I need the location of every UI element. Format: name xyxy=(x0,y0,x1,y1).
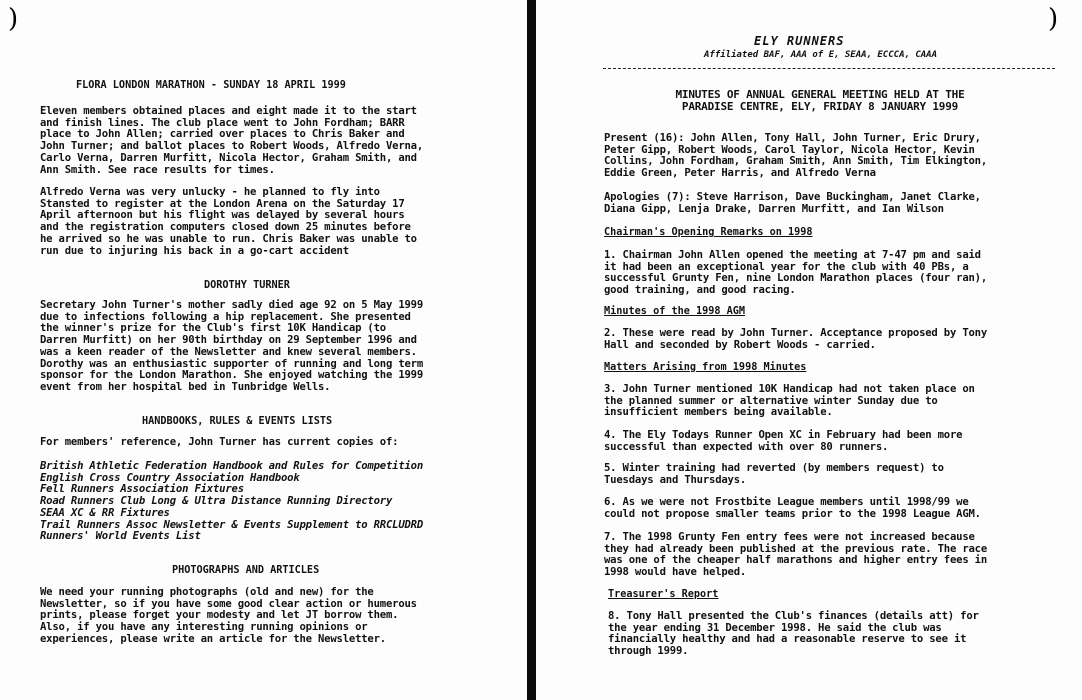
minute-item-1: 1. Chairman John Allen opened the meeting at 7-47 pm and said it had been an exceptional year for the club with 40 PBs, a successful Grunty Fen, nine London Marathon places (four ran), good training, and good racing. xyxy=(604,249,988,297)
minute-item-5: 5. Winter training had reverted (by members request) to Tuesdays and Thursdays. xyxy=(604,462,944,486)
club-name: ELY RUNNERS xyxy=(754,34,845,48)
minute-item-6: 6. As we were not Frostbite League members until 1998/99 we could not propose smaller teams prior to the 1998 League AGM. xyxy=(604,496,981,520)
dorothy-turner-paragraph: Secretary John Turner's mother sadly died age 92 on 5 May 1999 due to infections following a hip replacement. She presented the winner's prize for the Club's first 10K Handicap (to Darren Murfitt) on her 90th birthday on 29 September 1996 and was a keen reader of the Newsletter and knew several members. Dorothy was an enthusiastic supporter of running and long term sponsor for the London Marathon. She enjoyed watching the 1999 event from her hospital bed in Tunbridge Wells. xyxy=(40,299,424,393)
present-list: Present (16): John Allen, Tony Hall, John Turner, Eric Drury, Peter Gipp, Robert Woods, Carol Taylor, Nicola Hector, Kevin Collins, John Fordham, Graham Smith, Ann Smith, Tim Elkington, Eddie Green, Peter Harris, and Alfredo Verna xyxy=(604,132,988,180)
minutes-title: MINUTES OF ANNUAL GENERAL MEETING HELD AT THE PARADISE CENTRE, ELY, FRIDAY 8 JANUARY 1999 xyxy=(675,88,965,113)
apologies-list: Apologies (7): Steve Harrison, Dave Buckingham, Janet Clarke, Diana Gipp, Lenja Drake, Darren Murfitt, and Ian Wilson xyxy=(604,191,981,215)
photographs-paragraph: We need your running photographs (old and new) for the Newsletter, so if you have some good clear action or humerous prints, please forget your modesty and let JT borrow them. Also, if you have any interesting running opinions or experiences, please write an article for the Newsletter. xyxy=(40,586,417,645)
marathon-heading: FLORA LONDON MARATHON - SUNDAY 18 APRIL 1999 xyxy=(76,80,346,91)
matters-arising-heading: Matters Arising from 1998 Minutes xyxy=(604,362,807,373)
marathon-paragraph: Eleven members obtained places and eight made it to the start and finish lines. The club place went to John Fordham; BARR place to John Allen; carried over places to Chris Baker and John Turner; and ballot places to Robert Woods, Alfredo Verna, Carlo Verna, Darren Murfitt, Nicola Hector, Graham Smith, and Ann Smith. See race results for times. xyxy=(40,105,424,176)
photographs-heading: PHOTOGRAPHS AND ARTICLES xyxy=(172,565,320,576)
chairman-heading: Chairman's Opening Remarks on 1998 xyxy=(604,227,813,238)
header-divider xyxy=(603,68,1055,69)
dorothy-turner-heading: DOROTHY TURNER xyxy=(204,280,290,291)
right-page-bracket: ) xyxy=(1048,4,1059,34)
affiliation-line: Affiliated BAF, AAA of E, SEAA, ECCCA, CAAA xyxy=(704,50,937,60)
page-gutter xyxy=(527,0,536,700)
minute-item-2: 2. These were read by John Turner. Acceptance proposed by Tony Hall and seconded by Robert Woods - carried. xyxy=(604,327,988,351)
handbooks-intro: For members' reference, John Turner has current copies of: xyxy=(40,436,399,448)
minutes-heading: Minutes of the 1998 AGM xyxy=(604,306,746,317)
minute-item-4: 4. The Ely Todays Runner Open XC in February had been more successful than expected with over 80 runners. xyxy=(604,429,963,453)
minute-item-7: 7. The 1998 Grunty Fen entry fees were not increased because they had already been published at the previous rate. The race was one of the cheaper half marathons and higher entry fees in 1998 would have helped. xyxy=(604,531,988,579)
handbooks-heading: HANDBOOKS, RULES & EVENTS LISTS xyxy=(142,416,333,427)
handbooks-list: British Athletic Federation Handbook and Rules for Competition English Cross Country Association Handbook Fell Runners Association Fixtures Road Runners Club Long & Ultra Distance Running Directory SEAA XC & RR Fixtures Trail Runners Assoc Newsletter & Events Supplement to RRCLUDRD Runners' World Events List xyxy=(40,460,424,543)
minute-item-3: 3. John Turner mentioned 10K Handicap had not taken place on the planned summer or alternative winter Sunday due to insufficient members being available. xyxy=(604,383,975,419)
left-page-bracket: ) xyxy=(8,4,19,34)
treasurer-heading: Treasurer's Report xyxy=(608,589,719,600)
verna-paragraph: Alfredo Verna was very unlucky - he planned to fly into Stansted to register at the London Arena on the Saturday 17 April afternoon but his flight was delayed by several hours and the registration computers closed down 25 minutes before he arrived so he was unable to run. Chris Baker was unable to run due to injuring his back in a go-cart accident xyxy=(40,186,417,257)
minute-item-8: 8. Tony Hall presented the Club's finances (details att) for the year ending 31 December 1998. He said the club was financially healthy and had a reasonable reserve to see it through 1999. xyxy=(608,610,979,658)
